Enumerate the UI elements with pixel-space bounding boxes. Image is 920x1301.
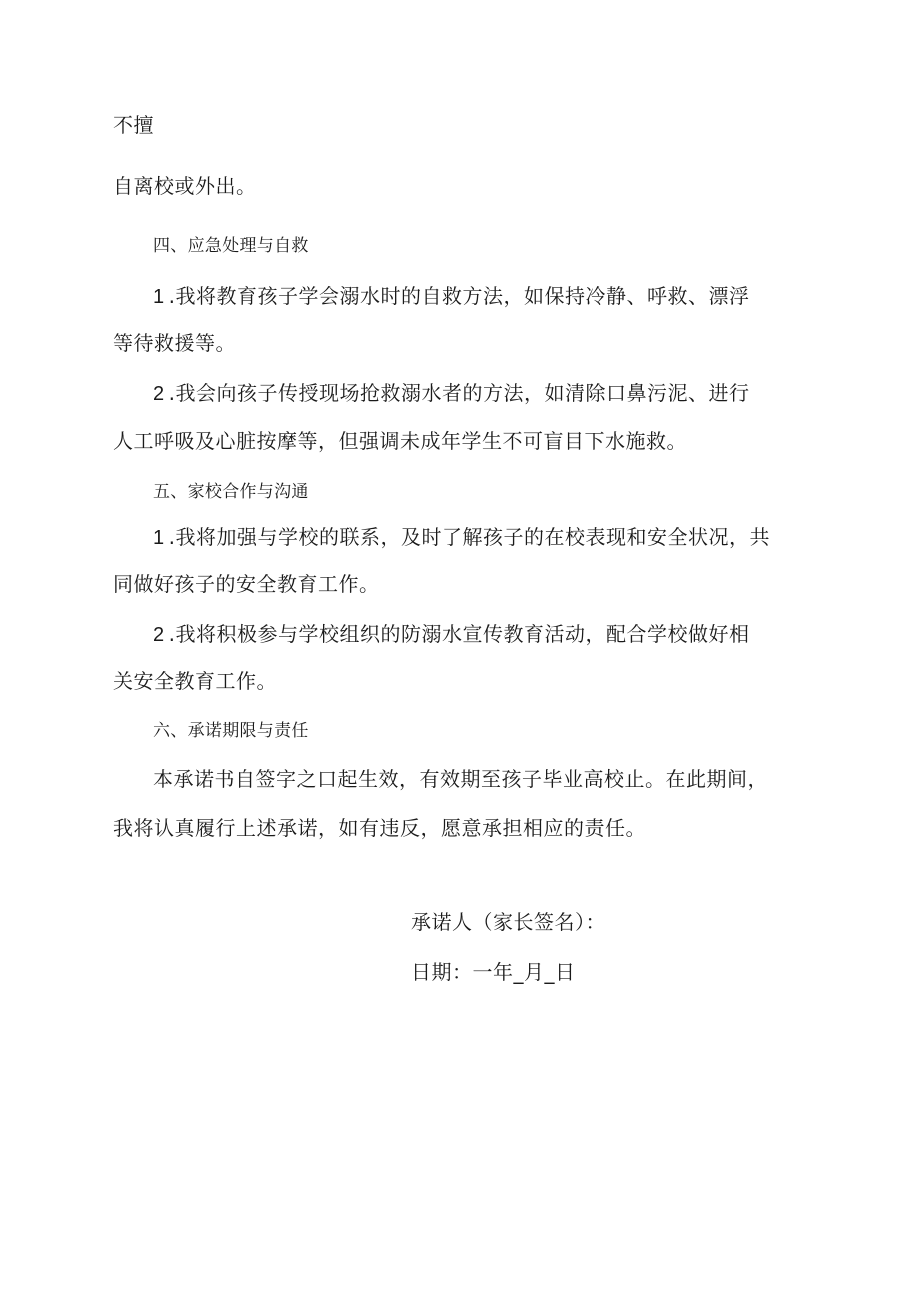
section-4-item-2-line-2: 人工呼吸及心脏按摩等，但强调未成年学生不可盲目下水施救。: [113, 429, 687, 453]
section-4-item-1-line-1: [153, 284, 749, 309]
section-4-item-1-line-2: 等待救援等。: [113, 331, 236, 355]
intro-line-2: 自离校或外出。: [113, 174, 257, 198]
section-6-line-1: 本承诺书自签字之口起生效，有效期至孩子毕业高校止。在此期间，: [153, 767, 768, 791]
section-6-line-2: 我将认真履行上述承诺，如有违反，愿意承担相应的责任。: [113, 816, 646, 840]
item-number: 1: [153, 527, 165, 549]
item-number: 1: [153, 286, 165, 308]
signer-label: 承诺人（家长签名）：: [411, 910, 606, 934]
section-6-heading: 六、承诺期限与责任: [153, 721, 309, 741]
section-5-heading: 五、家校合作与沟通: [153, 482, 309, 502]
section-4-item-2-line-1: [153, 381, 749, 406]
item-text: .我将教育孩子学会溺水时的自救方法，如保持冷静、呼救、漂浮: [168, 284, 750, 308]
section-5-item-2-line-2: 关安全教育工作。: [113, 669, 277, 693]
item-text: .我会向孩子传授现场抢救溺水者的方法，如清除口鼻污泥、进行: [168, 381, 750, 405]
section-4-heading: 四、应急处理与自救: [153, 236, 309, 256]
item-text: .我将加强与学校的联系，及时了解孩子的在校表现和安全状况，共: [168, 525, 770, 549]
section-5-item-1-line-2: 同做好孩子的安全教育工作。: [113, 572, 380, 596]
section-5-item-2-line-1: [153, 622, 749, 647]
item-number: 2: [153, 624, 165, 646]
date-label: 日期：一年_月_日: [411, 960, 576, 984]
section-5-item-1-line-1: [153, 525, 770, 550]
item-number: 2: [153, 383, 165, 405]
item-text: .我将积极参与学校组织的防溺水宣传教育活动，配合学校做好相: [168, 622, 750, 646]
intro-line-1: 不擅: [113, 113, 154, 137]
